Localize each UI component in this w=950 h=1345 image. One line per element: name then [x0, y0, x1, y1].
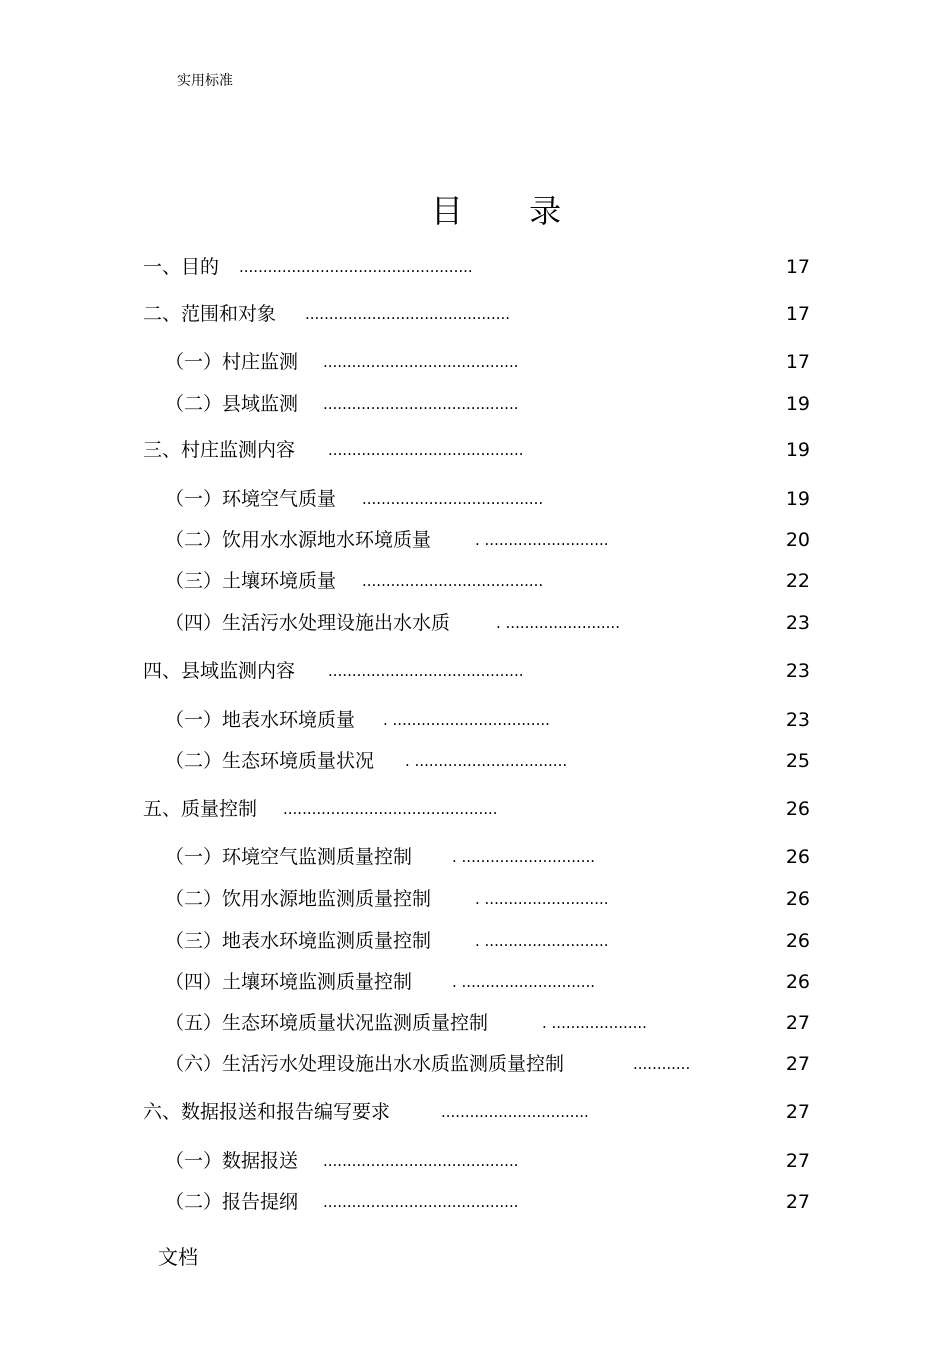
toc-entry-label: 六、数据报送和报告编写要求: [143, 1101, 391, 1123]
toc-entry[interactable]: [165, 1148, 519, 1174]
toc-entry-label: （一）数据报送: [165, 1150, 299, 1172]
toc-entry[interactable]: [165, 349, 519, 375]
toc-entry-label: （二）报告提纲: [165, 1191, 299, 1213]
toc-entry-label: （一）地表水环境质量: [165, 709, 356, 731]
toc-leader-dots: . ........................: [496, 614, 620, 632]
toc-page-number: 27: [785, 1150, 810, 1172]
toc-page-number: 25: [785, 750, 810, 772]
toc-entry-label: （二）县域监测: [165, 393, 299, 415]
toc-leader-dots: .................................................: [239, 258, 473, 276]
toc-entry-label: 五、质量控制: [143, 798, 258, 820]
toc-entry[interactable]: [165, 391, 519, 417]
toc-leader-dots: . .................................: [383, 711, 550, 729]
toc-entry[interactable]: [143, 658, 524, 684]
toc-leader-dots: . ....................: [542, 1014, 647, 1032]
toc-entry[interactable]: [143, 437, 524, 463]
toc-entry[interactable]: [165, 886, 609, 912]
toc-entry-label: （二）饮用水源地监测质量控制: [165, 888, 432, 910]
toc-page-number: 17: [785, 303, 810, 325]
toc-entry[interactable]: [165, 969, 596, 995]
toc-entry[interactable]: [143, 1099, 589, 1125]
toc-page-number: 27: [785, 1053, 810, 1075]
toc-leader-dots: ......................................: [362, 572, 544, 590]
toc-entry-label: （四）土壤环境监测质量控制: [165, 971, 413, 993]
toc-entry-label: 三、村庄监测内容: [143, 439, 296, 461]
toc-entry[interactable]: [143, 301, 511, 327]
toc-page-number: 26: [785, 971, 810, 993]
toc-page-number: 19: [785, 393, 810, 415]
toc-page-number: 26: [785, 888, 810, 910]
toc-entry-label: （二）饮用水水源地水环境质量: [165, 529, 432, 551]
toc-leader-dots: .........................................: [328, 441, 524, 459]
toc-entry-label: （一）环境空气质量: [165, 488, 337, 510]
toc-page-number: 26: [785, 930, 810, 952]
toc-entry[interactable]: [165, 1189, 519, 1215]
toc-page-number: 17: [785, 256, 810, 278]
toc-leader-dots: . ................................: [405, 752, 568, 770]
toc-entry-label: （一）环境空气监测质量控制: [165, 846, 413, 868]
toc-leader-dots: . ............................: [452, 973, 596, 991]
toc-entry[interactable]: [165, 707, 550, 733]
toc-leader-dots: . ..........................: [475, 531, 609, 549]
toc-entry-label: （二）生态环境质量状况: [165, 750, 375, 772]
toc-leader-dots: . ..........................: [475, 890, 609, 908]
toc-page-number: 22: [785, 570, 810, 592]
toc-entry[interactable]: [165, 928, 609, 954]
toc-entry-label: 二、范围和对象: [143, 303, 277, 325]
toc-entry[interactable]: [165, 610, 620, 636]
toc-page-number: 19: [785, 439, 810, 461]
toc-entry-label: （四）生活污水处理设施出水水质: [165, 612, 451, 634]
page-footer: 文档: [158, 1245, 198, 1269]
toc-page-number: 26: [785, 846, 810, 868]
toc-page-number: 23: [785, 612, 810, 634]
toc-leader-dots: . ............................: [452, 848, 596, 866]
toc-leader-dots: ......................................: [362, 490, 544, 508]
toc-leader-dots: ............: [633, 1055, 691, 1073]
toc-page-number: 19: [785, 488, 810, 510]
toc-leader-dots: ...........................................: [305, 305, 511, 323]
toc-entry-label: （六）生活污水处理设施出水水质监测质量控制: [165, 1053, 565, 1075]
toc-entry[interactable]: [165, 1051, 691, 1077]
toc-entry[interactable]: [165, 748, 568, 774]
toc-entry-label: （三）土壤环境质量: [165, 570, 337, 592]
toc-page-number: 17: [785, 351, 810, 373]
toc-leader-dots: .............................................: [283, 800, 498, 818]
toc-entry[interactable]: [143, 254, 473, 280]
toc-entry-label: （三）地表水环境监测质量控制: [165, 930, 432, 952]
toc-entry-label: （五）生态环境质量状况监测质量控制: [165, 1012, 489, 1034]
toc-entry[interactable]: [165, 486, 544, 512]
toc-page-number: 23: [785, 660, 810, 682]
toc-leader-dots: .........................................: [328, 662, 524, 680]
toc-leader-dots: ...............................: [441, 1103, 589, 1121]
toc-leader-dots: . ..........................: [475, 932, 609, 950]
toc-entry-label: 一、目的: [143, 256, 220, 278]
toc-entry[interactable]: [143, 796, 498, 822]
toc-page-number: 27: [785, 1191, 810, 1213]
page-header: 实用标准: [177, 73, 233, 89]
toc-page-number: 27: [785, 1101, 810, 1123]
toc-entry-label: （一）村庄监测: [165, 351, 299, 373]
page-title: 目 录: [430, 192, 590, 230]
toc-entry-label: 四、县域监测内容: [143, 660, 296, 682]
toc-leader-dots: .........................................: [323, 1152, 519, 1170]
toc-entry[interactable]: [165, 1010, 647, 1036]
toc-leader-dots: .........................................: [323, 353, 519, 371]
toc-page-number: 23: [785, 709, 810, 731]
toc-entry[interactable]: [165, 844, 596, 870]
toc-page-number: 20: [785, 529, 810, 551]
toc-entry[interactable]: [165, 568, 544, 594]
toc-entry[interactable]: [165, 527, 609, 553]
toc-page-number: 26: [785, 798, 810, 820]
toc-leader-dots: .........................................: [323, 395, 519, 413]
toc-leader-dots: .........................................: [323, 1193, 519, 1211]
toc-page-number: 27: [785, 1012, 810, 1034]
